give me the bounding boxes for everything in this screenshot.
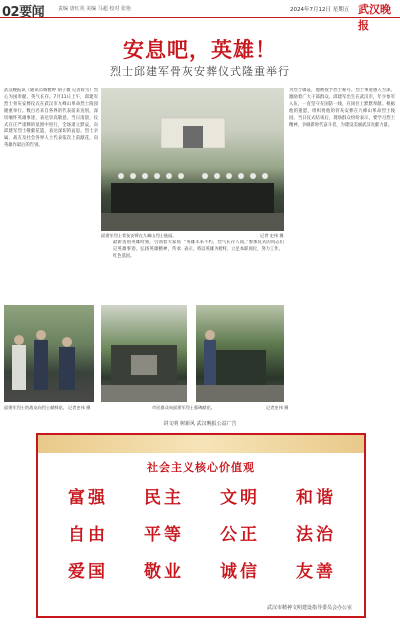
article-column-1: 武汉晚报讯（通讯员杨雅婷 胡子薇 记者蒋雪）烈心为国奉献，英气长存。7月11日上午，邱建军烈士骨灰安葬仪式在武汉市九峰山革命烈士陵园隆重举行。数百名来自各界的代表前来送别，深切缅怀英雄事迹，表达崇高敬意。当日清晨，仪式在庄严肃穆的氛围中进行，全场肃立默哀，向邱建军烈士敬献花篮，表达深切的哀思。烈士亲属、战友及社会各界人士代表依次上前献花，向英雄作最后的告别。 bbox=[4, 88, 98, 149]
banner-title: 社会主义核心价值观 bbox=[147, 461, 255, 474]
core-values-banner bbox=[36, 433, 366, 618]
page-header bbox=[0, 0, 400, 32]
value-word: 公正 bbox=[220, 525, 260, 545]
value-word: 爱国 bbox=[68, 562, 108, 582]
tombstone-photo bbox=[101, 305, 187, 402]
values-row bbox=[50, 483, 354, 508]
comrades-photo-caption: 邱建军烈士的战友向烈士献鲜花。 bbox=[4, 405, 67, 410]
article-column-3: “英雄未来不朽，烈气长存人间。”参加仪式的同志们表示，将以英雄为榜样，立足本职岗位，努力工作。 bbox=[184, 240, 284, 252]
value-word: 和谐 bbox=[296, 488, 336, 508]
main-photo-byline: 记者 史伟 摄 bbox=[260, 233, 284, 238]
citizens-scene bbox=[196, 305, 284, 402]
values-row bbox=[50, 557, 354, 582]
value-word: 富强 bbox=[68, 488, 108, 508]
value-word: 民主 bbox=[144, 488, 184, 508]
article-column-2: 最新送别英雄时刻，引领着大家铭记英雄事迹，弘扬英雄精神，传承红色基因。 bbox=[113, 240, 181, 259]
subheadline: 烈士邱建军骨灰安葬仪式隆重举行 bbox=[110, 65, 290, 78]
comrades-scene bbox=[4, 305, 94, 402]
editors-line: 责编 唐红英 美编 马超 校对 张艳 bbox=[58, 6, 131, 12]
issue-date: 2024年7月12日 星期五 bbox=[290, 7, 350, 13]
value-word: 文明 bbox=[220, 488, 260, 508]
main-photo-caption: 邱建军烈士骨灰安葬在九峰山烈士陵园。 bbox=[101, 233, 177, 238]
main-photo bbox=[101, 88, 284, 231]
citizens-photo bbox=[196, 305, 284, 402]
value-word: 诚信 bbox=[220, 562, 260, 582]
tombstone-scene bbox=[101, 305, 187, 402]
value-word: 敬业 bbox=[144, 562, 184, 582]
banner-decoration bbox=[38, 435, 364, 453]
ceremony-scene bbox=[101, 88, 284, 231]
values-row bbox=[50, 520, 354, 545]
core-values-grid bbox=[50, 483, 354, 594]
comrades-photo bbox=[4, 305, 94, 402]
banner-footer: 武汉市精神文明建设指导委员会办公室 bbox=[266, 605, 352, 611]
value-word: 自由 bbox=[68, 525, 108, 545]
section-number: 02要闻 bbox=[2, 5, 45, 20]
newspaper-logo: 武汉晚报 bbox=[358, 3, 391, 32]
comrades-photo-byline: 记者史伟 摄 bbox=[68, 405, 91, 410]
headline: 安息吧，英雄！ bbox=[123, 37, 277, 62]
value-word: 友善 bbox=[296, 562, 336, 582]
citizens-photo-caption: 市民群众向邱建军烈士墓碑献花。 bbox=[152, 405, 215, 410]
article-column-4: 为烈士敬哀，他被授予烈士称号。烈士事迹感人至深，激励着广大干部群众。邱建军出生在武汉市，年少参军入伍，一直坚守在国防一线，在岗位上默默奉献。根据他的遗愿，组织将他的骨灰安葬在九峰山革命烈士陵园。当日仪式结束后，现场群众纷纷表示，要学习烈士精神，争做新时代奋斗者，为建设美丽武汉贡献力量。 bbox=[289, 88, 395, 128]
ad-credit: 讲文明 树新风 武汉晚报公益广告 bbox=[163, 421, 237, 427]
value-word: 平等 bbox=[144, 525, 184, 545]
citizens-photo-byline: 记者史伟 摄 bbox=[266, 405, 289, 410]
value-word: 法治 bbox=[296, 525, 336, 545]
